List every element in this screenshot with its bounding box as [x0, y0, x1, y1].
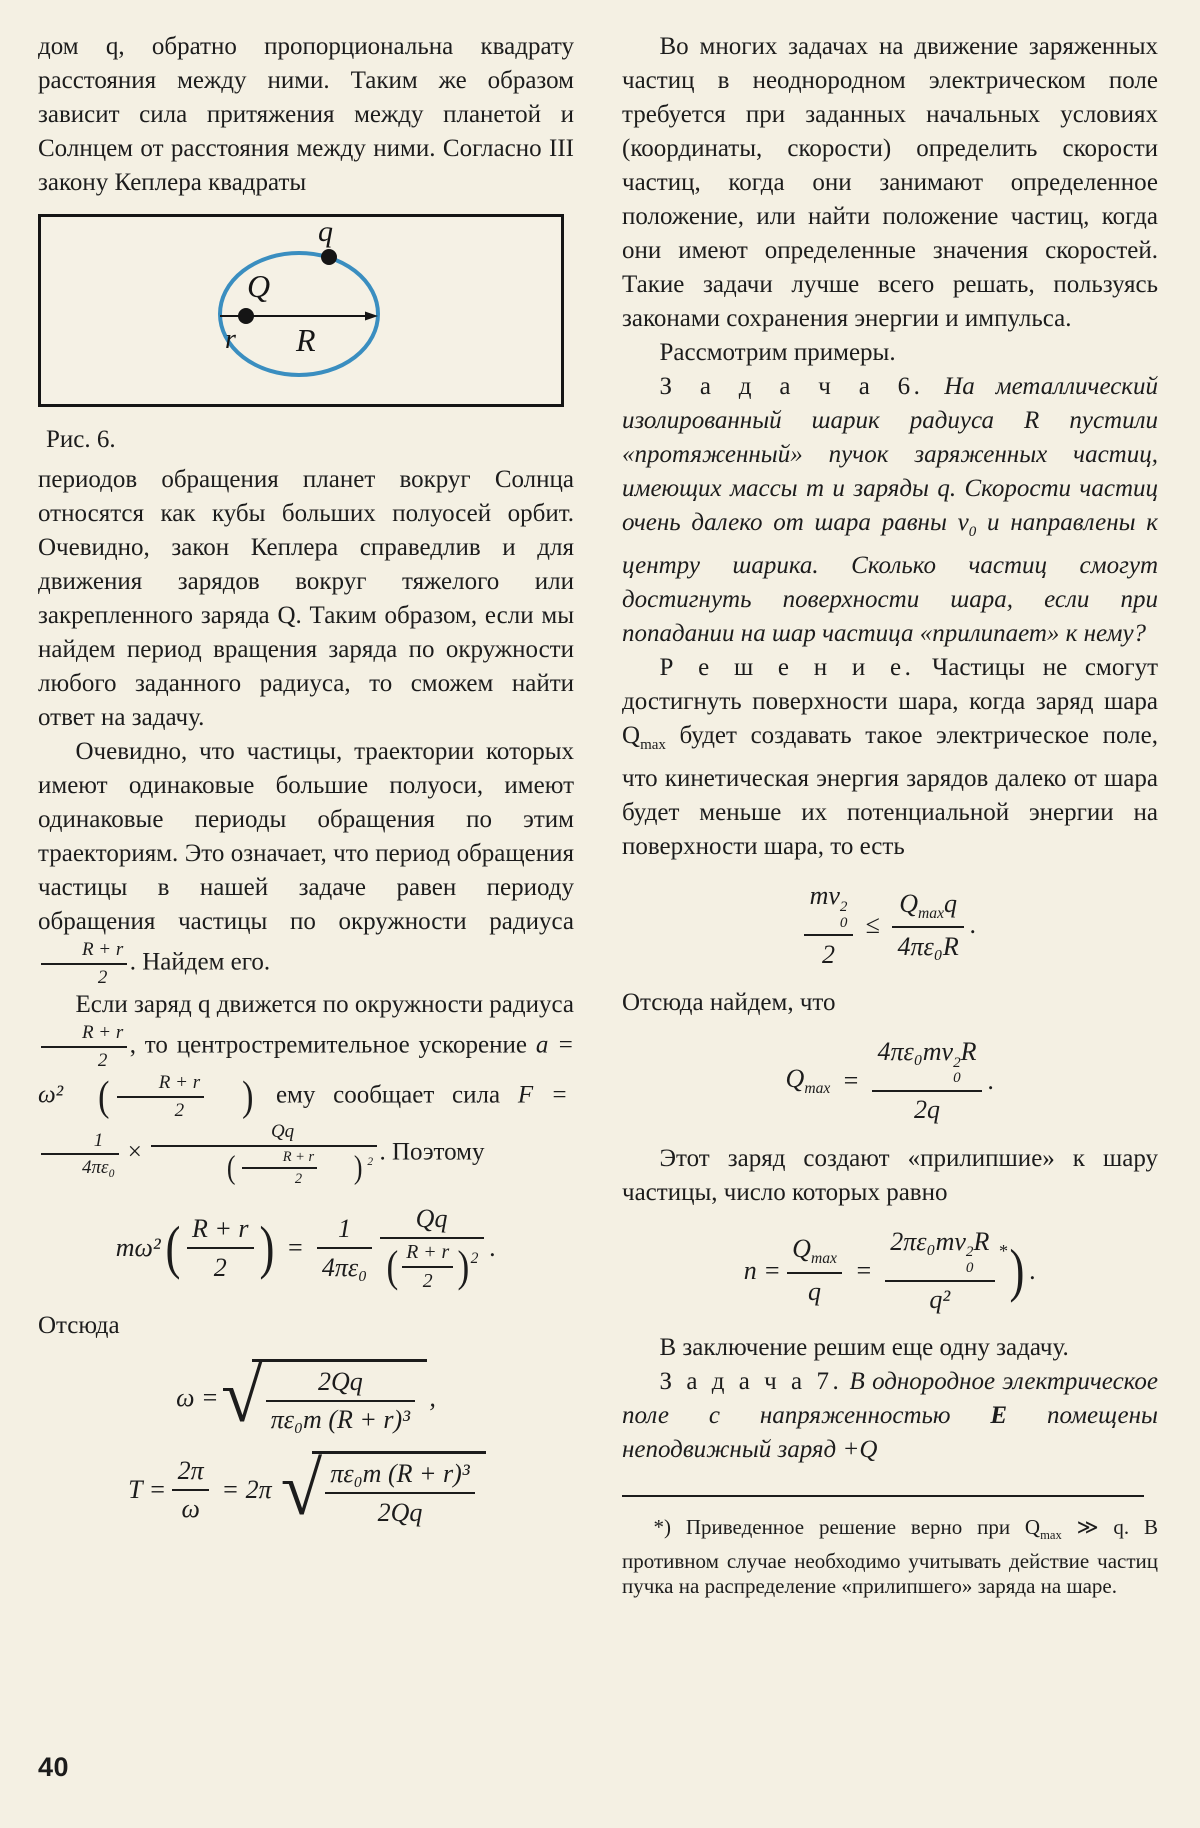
- equation-omega: ω = √ $\frac{2Qq}{\text{πε₀m (R + r)³}}$ ,: [176, 1354, 436, 1438]
- right-column: [622, 30, 1158, 1599]
- inline-fraction: $\frac{R + r}{2}$: [41, 1022, 127, 1071]
- paragraph-kepler-periods: периодов обращения планет вокруг Солнца относятся как кубы больших полуосей орбит. Очевидно, закон Кеплера справедлив и для движения зарядов вокруг тяжелого или закрепленного заряда Q. Таким образом, если мы найдем период вращения заряда по окружности любого заданного радиуса, то сможем найти ответ на задачу.: [38, 466, 574, 731]
- figure-6-frame: [38, 214, 564, 407]
- paragraph-examples: Рассмотрим примеры.: [659, 339, 896, 366]
- paragraph-task-7: З а д а ч а 7. В однородное электрическое поле с напряженностью E помещены неподвижный заряд +Q: [622, 1368, 1158, 1464]
- charge-Q-dot: [238, 308, 254, 324]
- footnote-rule: [622, 1495, 1144, 1497]
- equation-period-T: T = $\frac{2\pi}{\omega}$ = 2π √ $\frac{\text{πε₀m (R + r)³}}{2Qq}$: [38, 1451, 574, 1528]
- footnote-text: *) Приведенное решение верно при $Q_{max}$ ≫ q. В противном случае необходимо учитывать действие частиц пучка на распределение «прилипшего» заряда на шаре.: [622, 1515, 1158, 1598]
- figure-6-orbit-diagram: [41, 217, 561, 404]
- inline-fraction: $\frac{R + r}{2}$: [41, 939, 127, 988]
- label-q: q: [318, 217, 333, 248]
- label-R: R: [296, 322, 316, 358]
- figure-6: [38, 214, 574, 457]
- equation-qmax: $Q_{max}$ = 4πε₀mv 2 0 R 2q .: [785, 1036, 995, 1125]
- task-7-label: З а д а ч а 7.: [659, 1368, 843, 1396]
- label-Q: Q: [247, 268, 271, 304]
- figure-6-caption: Рис. 6.: [46, 426, 116, 453]
- paragraph-centripetal: Если заряд q движется по окружности радиуса $\frac{R + r}{2}$ , то центростремительное ускорение a = ω² ( $\frac{R + r}{2}$ ) ему сообщает сила F = $\frac{1}{\text{4πε₀}}$ × Qq ( $\frac{R + r}{2}$ ) $^2$ . Поэтому: [38, 991, 575, 1187]
- inline-fraction-nested: Qq ( $\frac{R + r}{2}$ ) $^2$: [151, 1121, 377, 1187]
- label-r: r: [225, 324, 236, 355]
- left-column: [38, 30, 574, 1544]
- paragraph-otsyuda-naydem: Отсюда найдем, что: [622, 988, 836, 1016]
- paragraph-task-6: З а д а ч а 6. На металлический изолированный шарик радиуса R пустили «протяженный» пучок заряженных частиц, имеющих массы m и заряды q. Скорости частиц очень далеко от шара равны $v_0$ и направлены к центру шарика. Сколько частиц смогут достигнуть поверхности шара, если при попадании на шар частица «прилипает» к нему?: [622, 373, 1159, 647]
- inline-fraction: $\frac{R + r}{2}$: [117, 1072, 203, 1121]
- paragraph-kepler-intro: дом q, обратно пропорциональна квадрату расстояния между ними. Таким же образом зависит сила притяжения между планетой и Солнцем от расстояния между ними. Согласно III закону Кеплера квадраты: [38, 33, 574, 196]
- task-6-label: З а д а ч а 6.: [659, 373, 924, 400]
- paragraph-equal-axes: Очевидно, что частицы, траектории которых имеют одинаковые большие полуоси, имеют одинаковые периоды обращения по этим траекториям. Это означает, что период обращения частицы в нашей задаче равен периоду обращения частицы по окружности радиуса $\frac{R + r}{2}$ . Найдем его.: [38, 738, 574, 988]
- paragraph-motion-problems: Во многих задачах на движение заряженных частиц в неоднородном электрическом поле требуется при заданных начальных условиях (координаты, скорости) определить скорости частиц, когда они занимают определенное положение, или найти положение частиц, когда они имеют определенные значения скоростей. Такие задачи лучше всего решать, пользуясь законами сохранения энергии и импульса.: [622, 33, 1158, 332]
- paragraph-solution-6: Р е ш е н и е. Частицы не смогут достигнуть поверхности шара, когда заряд шара $Q_{max}$ будет создавать такое электрическое поле, что кинетическая энергия зарядов далеко от шара будет меньше их потенциальной энергии на поверхности шара, то есть: [622, 654, 1159, 860]
- paragraph-otsyuda: Отсюда: [38, 1311, 120, 1339]
- charge-q-dot: [321, 249, 337, 265]
- equation-energy-condition: mv 2 0 2 ≤ $\frac{Q_{max}q}{\text{4πε₀R}}$ .: [622, 880, 1158, 970]
- paragraph-conclusion: В заключение решим еще одну задачу.: [659, 1334, 1069, 1362]
- inline-fraction: $\frac{1}{\text{4πε₀}}$: [41, 1130, 119, 1179]
- equation-newton-second-law: mω²( $\frac{R + r}{2}$ ) = $\frac{1}{\text{4πε₀}}$ Qq ( $\frac{R + r}{2}$ )$^2$ .: [115, 1204, 497, 1293]
- paragraph-stuck-charges: Этот заряд создают «прилипшие» к шару частицы, число которых равно: [622, 1144, 1158, 1206]
- field-E-symbol: E: [990, 1402, 1008, 1430]
- equation-n-count: n = $\frac{Q_{max}}{q}$ = 2πε₀mv 2 0 R q² *) .: [743, 1226, 1037, 1315]
- footnote-marker: *): [998, 1237, 1025, 1303]
- page-number: 40: [38, 1752, 70, 1782]
- solution-label: Р е ш е н и е.: [659, 654, 915, 681]
